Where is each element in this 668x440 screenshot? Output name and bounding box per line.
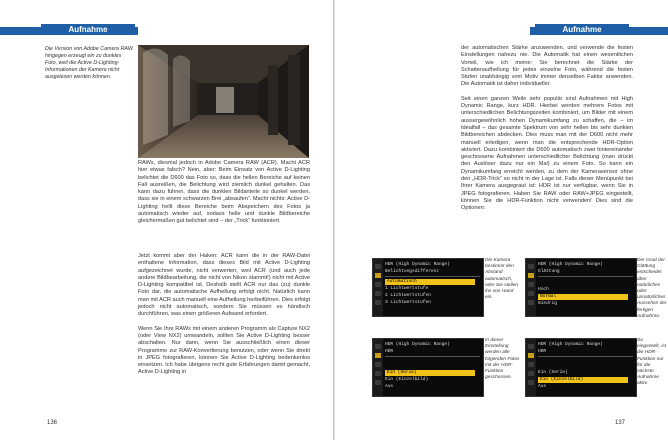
- right-paragraph: Seit einen ganzen Weile sehr populär sind Aufnahmen mit High Dynamic Range, kurz HDR. Hierbei werden mehrere Fotos mit unterschiedlichen Belichtungszeiten kombiniert, um Bilder mit einem aussergewöhnlich hohen Dynamikumfang zu schaffen, die – im Idealfall – das gesamte Spektrum von sehr hellen bis sehr dunklen Bildbereichen abdecken. Dies muss man mit der D600 nicht mehr manuell erledigen, wenn man die entsprechende HDR-Option aktiviert. Dazu kombiniert die D600 automatisch zwei hintereinander geschossene Aufnahmen unterschiedlicher Belichtung (man drückt den Auslöser dazu nur ein Mal) zu einem Foto. So kann ein Dynamikumfang erreicht werden, zu dem der Kamerasensor ohne den „HDR-Trick“ so nicht in der Lage ist. Falls dieser Menüpunkt bei Ihrer Kamera ausgegraut ist: HDR ist nur verfügbar, wenn Sie in JPEG fotografieren. Haben Sie RAW oder RAW+JPEG eingestellt, können Sie die HDR-Funktion nicht verwenden! Dies sind die Optionen:: [461, 95, 633, 212]
- section-header-left: Aufnahme: [41, 24, 135, 35]
- menu-option[interactable]: Ein (Einzelbild): [385, 377, 429, 382]
- menu-tab-icon: [528, 282, 534, 287]
- screen-note: So eingestellt, ist die HDR-Funktion nur für die nächste Aufnahme aktiv.: [637, 338, 667, 387]
- menu-option[interactable]: Aus: [538, 384, 547, 389]
- menu-divider: [385, 276, 480, 277]
- menu-subtitle: HDR: [385, 349, 394, 354]
- menu-option[interactable]: 2 Lichtwertstufen: [385, 293, 431, 298]
- left-paragraph: Wenn Sie Ihre RAWs mit einem anderen Programm als Capture NX2 (oder View NX2) umwandeln, sollten Sie Active D-Lighting besser abschalten. Nur dann, wenn Sie ausschließlich einen dieser Programme zur RAW-Konvertierung benutzen, oder wenn Sie direkt in JPEG fotografieren, können Sie Active D-Lighting bedenkenlos einsetzen. Ich habe übrigens recht gute Erfahrungen damit gemacht, Active D-Lighting in: [138, 325, 310, 376]
- menu-tab-icon: [528, 273, 534, 278]
- menu-tab-icon: [375, 371, 381, 376]
- menu-tab-icon: [375, 300, 381, 305]
- menu-sidebar: [526, 339, 536, 396]
- menu-option[interactable]: Aus: [385, 384, 394, 389]
- right-body: [461, 45, 633, 220]
- left-paragraph: Jetzt kommt aber der Haken: ACR kann die in der RAW-Datei enthaltene Information, dass dieses Bild mit Active D-Lighting aufgezeichnet wurde, nicht verwerten, weil ACR (und auch jede andere Bildbearbeitung, die nicht von Nikon stammt!) nicht mit Active D-Lighting kompatibel ist. Deshalb stellt ACR nur das (zu) dunkle Foto dar, die automatische Aufhellung erfolgt nicht. Natürlich kann man mit ACR auch manuell eine Aufhellung herbeiführen. Dies erfolgt jedoch nicht automatisch, sondern Sie müssen es händisch durchführen, was einen größeren Aufwand erfordert.: [138, 253, 310, 318]
- menu-title: HDR (High Dynamic Range): [385, 262, 450, 267]
- left-paragraph: RAWs, diesmal jedoch in Adobe Camera RAW (ACR). Macht ACR hier etwas falsch? Nein, aber: Beim Einsatz von Active D-Lighting belichtet die D600 das Foto so, dass die hellen Bereiche auf keinen Fall ausreißen, die Belichtung wird ziemlich dunkel gehalten. Das kann dazu führen, dass die dunklen Bildanteile so dunkel werden, dass sie in einem schwarzen Brei „absaufen“. Macht nichts: Active D-Lighting hellt diese Bereiche beim Abspeichern des Fotos ja automatisch wieder auf, sodass helle und dunkle Bildbereiche gleichermaßen gut belichtet sind – der „Trick“ funktioniert.: [138, 160, 310, 225]
- photo-caption: Die Version von Adobe Camera RAW hingegen erzeugt ein zu dunkles Foto, weil die Active D-Lighting-Informationen der Kamera nicht ausgelesen werden können.: [45, 46, 133, 80]
- menu-sidebar: [373, 339, 383, 396]
- menu-sidebar: [526, 259, 536, 316]
- camera-menu-screen: [525, 338, 637, 397]
- right-paragraph: der automatischen Stärke anzuwenden, und verwende die festen Einstellungen nahezu nie. Die Automatik hat einen wesentlichen Vorteil, wie ich meine: Sie berechnet die Stärke der Schattenaufhellung für jedes einzelne Foto, während die festen Stufen unabhängig vom Motiv immer denselben Faktor anwenden. Die Automatik ist daher individueller.: [461, 45, 633, 88]
- menu-tab-icon: [375, 362, 381, 367]
- menu-option[interactable]: 3 Lichtwertstufen: [385, 300, 431, 305]
- menu-divider: [385, 356, 480, 357]
- menu-option-selected[interactable]: Automatisch: [385, 279, 475, 285]
- menu-sidebar: [373, 259, 383, 316]
- menu-tab-icon: [528, 353, 534, 358]
- menu-tab-icon: [375, 273, 381, 278]
- menu-tab-icon: [375, 291, 381, 296]
- section-header-right: Aufnahme: [535, 24, 629, 35]
- menu-tab-icon: [528, 300, 534, 305]
- menu-subtitle: Belichtungsdifferenz: [385, 269, 440, 274]
- menu-tab-icon: [528, 291, 534, 296]
- menu-option[interactable]: Hoch: [538, 287, 549, 292]
- menu-option[interactable]: 1 Lichtwertstufe: [385, 286, 429, 291]
- menu-tab-icon: [375, 380, 381, 385]
- menu-tab-icon: [375, 282, 381, 287]
- left-body-intro: [138, 160, 310, 233]
- camera-menu-screen: [525, 258, 637, 317]
- menu-subtitle: HDR: [538, 349, 547, 354]
- right-page: [335, 0, 668, 440]
- menu-option[interactable]: Ein (Serie): [538, 370, 568, 375]
- menu-title: HDR (High Dynamic Range): [538, 342, 603, 347]
- menu-tab-icon: [528, 362, 534, 367]
- menu-tab-icon: [375, 353, 381, 358]
- menu-tab-icon: [528, 371, 534, 376]
- menu-divider: [538, 276, 633, 277]
- menu-tab-icon: [375, 264, 381, 269]
- menu-option[interactable]: Niedrig: [538, 301, 557, 306]
- menu-title: HDR (High Dynamic Range): [385, 342, 450, 347]
- cloister-photo: [138, 45, 309, 158]
- menu-option-selected[interactable]: Ein (Einzelbild): [538, 377, 628, 383]
- menu-tab-icon: [528, 380, 534, 385]
- left-body-main: [138, 253, 310, 384]
- page-number-left: 136: [47, 420, 58, 426]
- menu-option-selected[interactable]: Normal: [538, 294, 628, 300]
- cloister-photo-image: [138, 45, 309, 158]
- left-page: [0, 0, 333, 440]
- page-number-right: 137: [615, 420, 626, 426]
- screen-note: Der Grad der Glättung entscheidet über natürliches oder unnatürliches Aussehen der fertigen Aufnahme.: [637, 258, 667, 319]
- menu-subtitle: Glättung: [538, 269, 560, 274]
- menu-tab-icon: [528, 344, 534, 349]
- screen-note: Die Kamera bestimmt den Abstand automatisch, oder Sie stellen ihn von Hand ein.: [485, 258, 519, 301]
- menu-title: HDR (High Dynamic Range): [538, 262, 603, 267]
- screen-note: In dieser Einstellung werden alle folgenden Fotos mit der HDR-Funktion geschossen.: [485, 338, 520, 381]
- camera-menu-screen: [372, 258, 484, 317]
- menu-tab-icon: [528, 264, 534, 269]
- camera-menu-screen: [372, 338, 484, 397]
- menu-option-selected[interactable]: Ein (Serie): [385, 370, 475, 376]
- menu-tab-icon: [375, 344, 381, 349]
- menu-divider: [538, 356, 633, 357]
